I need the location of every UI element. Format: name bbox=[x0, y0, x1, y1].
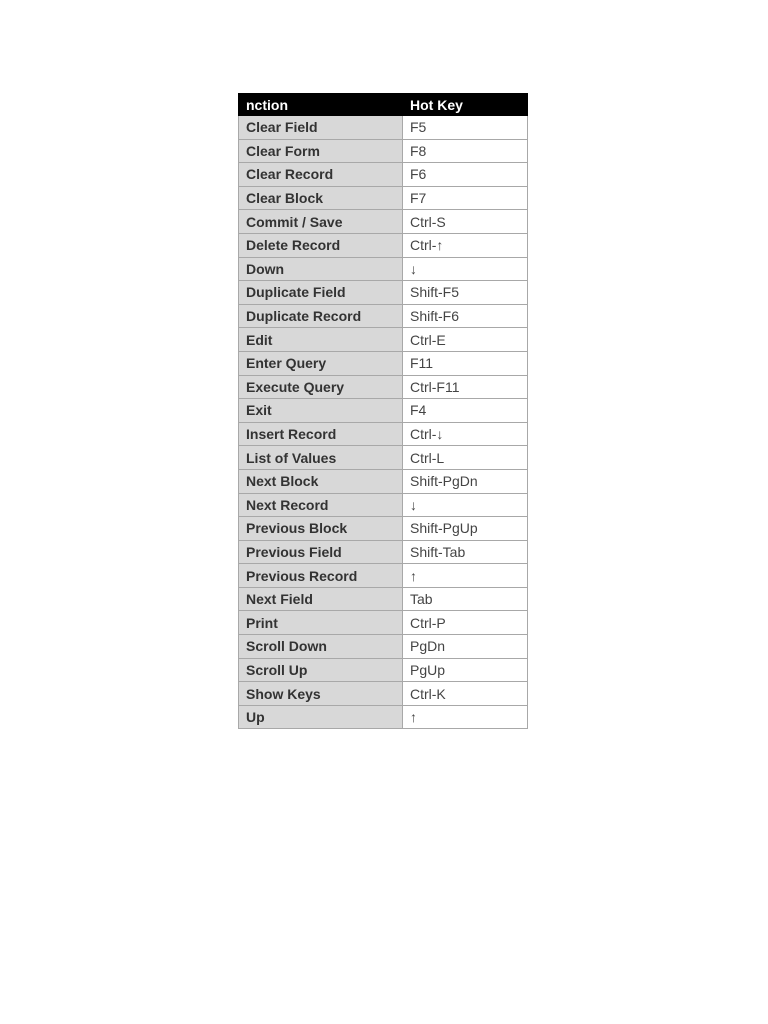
function-cell: Print bbox=[239, 611, 403, 635]
table-row bbox=[239, 469, 528, 493]
hot-key-cell: Shift-PgUp bbox=[403, 517, 528, 541]
function-cell: Up bbox=[239, 705, 403, 729]
table-row bbox=[239, 304, 528, 328]
table-row bbox=[239, 233, 528, 257]
hot-key-cell: PgUp bbox=[403, 658, 528, 682]
function-cell: Scroll Up bbox=[239, 658, 403, 682]
function-cell: Clear Form bbox=[239, 139, 403, 163]
hot-key-cell: Tab bbox=[403, 587, 528, 611]
header-hot-key: Hot Key bbox=[403, 94, 528, 116]
hot-key-cell: Ctrl-L bbox=[403, 446, 528, 470]
function-cell: Next Record bbox=[239, 493, 403, 517]
function-cell: Exit bbox=[239, 399, 403, 423]
table-row bbox=[239, 587, 528, 611]
table-row bbox=[239, 493, 528, 517]
table-row bbox=[239, 281, 528, 305]
table-row bbox=[239, 564, 528, 588]
hot-key-cell: ↑ bbox=[403, 705, 528, 729]
hot-key-cell: Shift-PgDn bbox=[403, 469, 528, 493]
hot-key-cell: F7 bbox=[403, 186, 528, 210]
hot-key-cell: PgDn bbox=[403, 635, 528, 659]
function-cell: Duplicate Record bbox=[239, 304, 403, 328]
table-row bbox=[239, 375, 528, 399]
table-row bbox=[239, 328, 528, 352]
hot-key-cell: Shift-F6 bbox=[403, 304, 528, 328]
hot-key-cell: F6 bbox=[403, 163, 528, 187]
table-row bbox=[239, 446, 528, 470]
hot-key-cell: F4 bbox=[403, 399, 528, 423]
function-cell: Clear Record bbox=[239, 163, 403, 187]
table-row bbox=[239, 351, 528, 375]
header-function: nction bbox=[239, 94, 403, 116]
function-cell: Show Keys bbox=[239, 682, 403, 706]
function-cell: Duplicate Field bbox=[239, 281, 403, 305]
function-cell: Previous Field bbox=[239, 540, 403, 564]
hot-key-cell: F5 bbox=[403, 116, 528, 140]
table-row bbox=[239, 517, 528, 541]
table-row bbox=[239, 611, 528, 635]
function-cell: Next Field bbox=[239, 587, 403, 611]
function-cell: Delete Record bbox=[239, 233, 403, 257]
hotkey-table bbox=[238, 93, 528, 729]
function-cell: Insert Record bbox=[239, 422, 403, 446]
hot-key-cell: Ctrl-↓ bbox=[403, 422, 528, 446]
table-row bbox=[239, 705, 528, 729]
hot-key-cell: Ctrl-P bbox=[403, 611, 528, 635]
function-cell: Edit bbox=[239, 328, 403, 352]
hot-key-cell: Ctrl-K bbox=[403, 682, 528, 706]
function-cell: Down bbox=[239, 257, 403, 281]
function-cell: List of Values bbox=[239, 446, 403, 470]
hot-key-cell: F8 bbox=[403, 139, 528, 163]
table-row bbox=[239, 658, 528, 682]
table-row bbox=[239, 116, 528, 140]
table-row bbox=[239, 422, 528, 446]
table-header-row bbox=[239, 94, 528, 116]
hot-key-cell: Shift-Tab bbox=[403, 540, 528, 564]
hot-key-cell: ↑ bbox=[403, 564, 528, 588]
table-row bbox=[239, 257, 528, 281]
table-row bbox=[239, 210, 528, 234]
hot-key-cell: Ctrl-S bbox=[403, 210, 528, 234]
function-cell: Previous Block bbox=[239, 517, 403, 541]
function-cell: Commit / Save bbox=[239, 210, 403, 234]
table-row bbox=[239, 163, 528, 187]
hot-key-cell: Ctrl-F11 bbox=[403, 375, 528, 399]
table-body bbox=[239, 116, 528, 729]
hot-key-cell: Shift-F5 bbox=[403, 281, 528, 305]
function-cell: Execute Query bbox=[239, 375, 403, 399]
hot-key-cell: F11 bbox=[403, 351, 528, 375]
function-cell: Enter Query bbox=[239, 351, 403, 375]
function-cell: Scroll Down bbox=[239, 635, 403, 659]
function-cell: Next Block bbox=[239, 469, 403, 493]
function-cell: Previous Record bbox=[239, 564, 403, 588]
hot-key-cell: ↓ bbox=[403, 257, 528, 281]
table-row bbox=[239, 540, 528, 564]
hot-key-cell: Ctrl-E bbox=[403, 328, 528, 352]
function-cell: Clear Field bbox=[239, 116, 403, 140]
hot-key-cell: Ctrl-↑ bbox=[403, 233, 528, 257]
hot-key-cell: ↓ bbox=[403, 493, 528, 517]
table-row bbox=[239, 635, 528, 659]
table-row bbox=[239, 682, 528, 706]
table-row bbox=[239, 186, 528, 210]
table-row bbox=[239, 399, 528, 423]
function-cell: Clear Block bbox=[239, 186, 403, 210]
table-row bbox=[239, 139, 528, 163]
